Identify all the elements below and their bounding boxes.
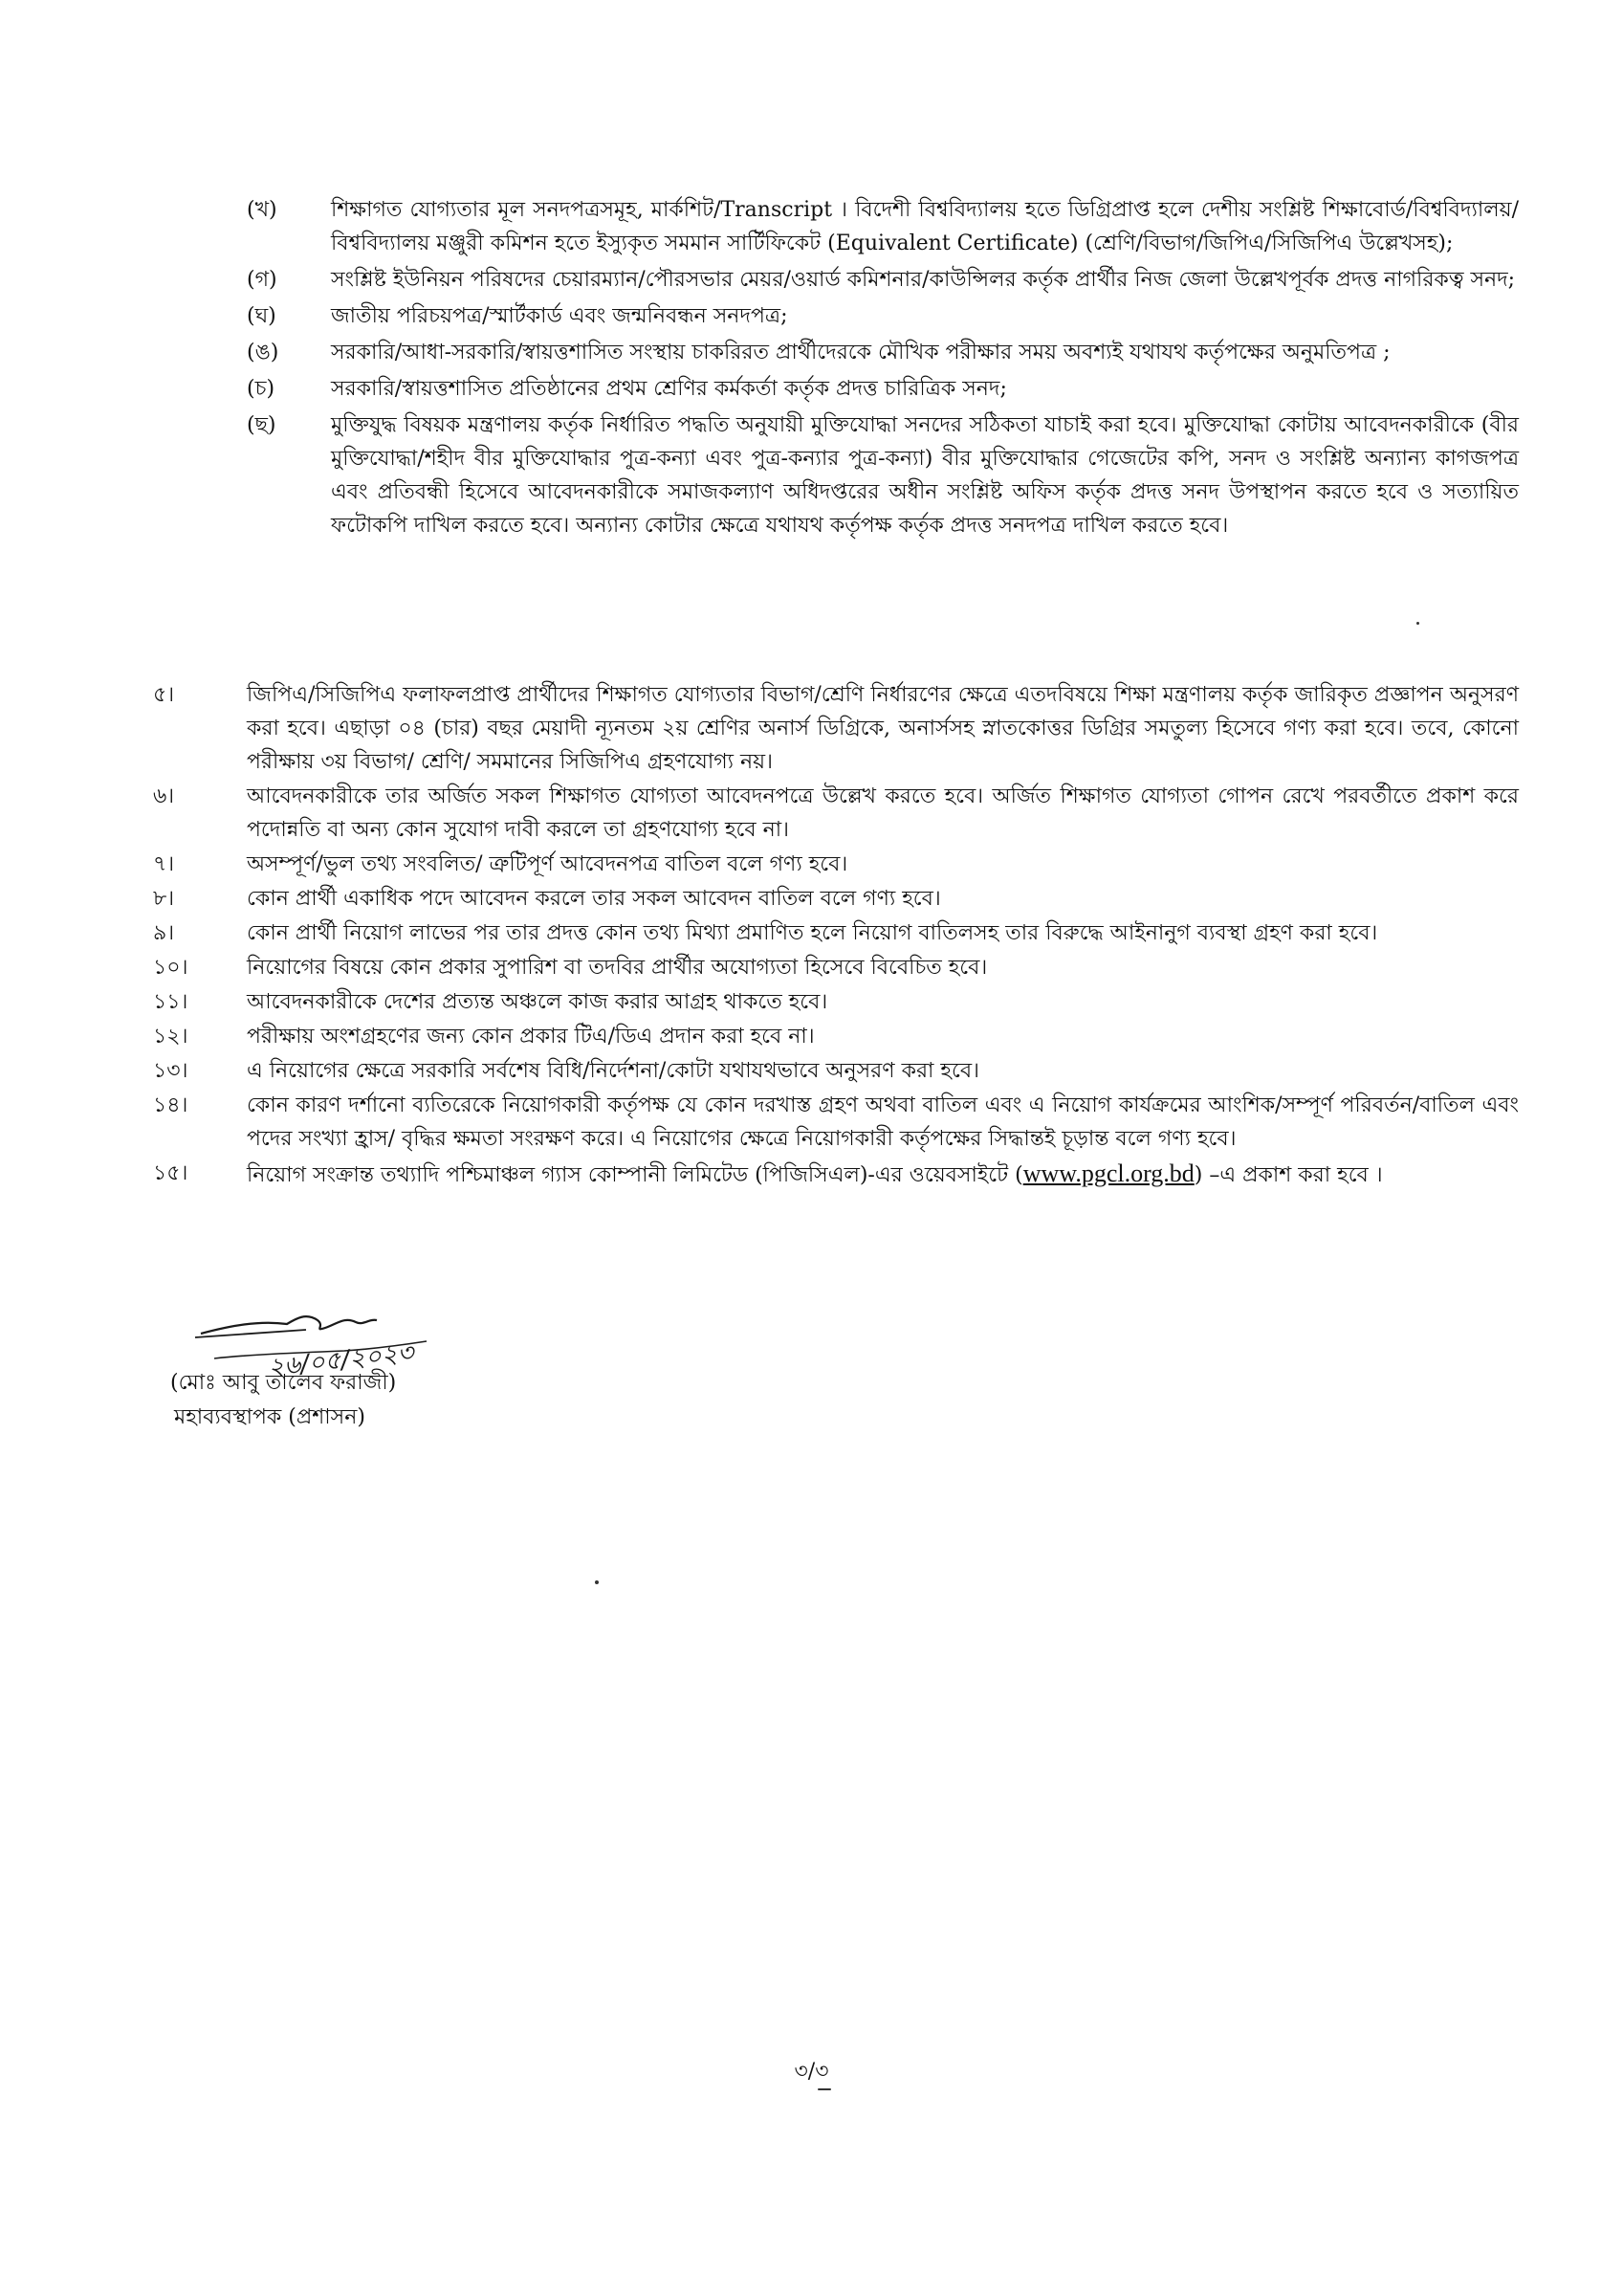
sub-item <box>247 193 1519 260</box>
list-item <box>153 916 1519 950</box>
list-item-number: ৯। <box>153 921 175 945</box>
page-number: ৩/৩ <box>794 2060 829 2084</box>
list-item <box>153 1089 1519 1156</box>
list-item <box>153 882 1519 916</box>
list-item-number: ৮। <box>153 887 175 911</box>
sub-item-text: মুক্তিযুদ্ধ বিষয়ক মন্ত্রণালয় কর্তৃক নির্ধারিত পদ্ধতি অনুযায়ী মুক্তিযোদ্ধা সনদের সঠিকতা যাচাই করা হবে। মুক্তিযোদ্ধা কোটায় আবেদনকারীকে (বীর মুক্তিযোদ্ধা/শহীদ বীর মুক্তিযোদ্ধার পুত্র-কন্যা এবং পুত্র-কন্যার পুত্র-কন্যা) বীর মুক্তিযোদ্ধার গেজেটের কপি, সনদ ও সংশ্লিষ্ট অন্যান্য কাগজপত্র এবং প্রতিবন্ধী হিসেবে আবেদনকারীকে সমাজকল্যাণ অধিদপ্তরের অধীন সংশ্লিষ্ট অফিস কর্তৃক প্রদত্ত সনদ উপস্থাপন করতে হবে ও সত্যায়িত ফটোকপি দাখিল করতে হবে। অন্যান্য কোটার ক্ষেত্রে যথাযথ কর্তৃপক্ষ কর্তৃক প্রদত্ত সনদপত্র দাখিল করতে হবে। <box>331 413 1519 538</box>
list-item-text: আবেদনকারীকে তার অর্জিত সকল শিক্ষাগত যোগ্যতা আবেদনপত্রে উল্লেখ করতে হবে। অর্জিত শিক্ষাগত যোগ্যতা গোপন রেখে পরবর্তীতে প্রকাশ করে পদোন্নতি বা অন্য কোন সুযোগ দাবী করলে তা গ্রহণযোগ্য হবে না। <box>247 784 1519 842</box>
list-item-text: নিয়োগের বিষয়ে কোন প্রকার সুপারিশ বা তদবির প্রার্থীর অযোগ্যতা হিসেবে বিবেচিত হবে। <box>247 956 988 980</box>
sub-item <box>247 299 1519 333</box>
list-item-text: পরীক্ষায় অংশগ্রহণের জন্য কোন প্রকার টিএ/ডিএ প্রদান করা হবে না। <box>247 1025 815 1049</box>
scan-speck <box>818 2088 831 2090</box>
list-item-text: আবেদনকারীকে দেশের প্রত্যন্ত অঞ্চলে কাজ করার আগ্রহ থাকতে হবে। <box>247 990 828 1014</box>
list-item-number: ১১। <box>153 990 188 1014</box>
list-item-number: ১৩। <box>153 1059 188 1083</box>
list-item-text: কোন কারণ দর্শানো ব্যতিরেকে নিয়োগকারী কর্তৃপক্ষ যে কোন দরখাস্ত গ্রহণ অথবা বাতিল এবং এ নিয়োগ কার্যক্রমের আংশিক/সম্পূর্ণ পরিবর্তন/বাতিল এবং পদের সংখ্যা হ্রাস/ বৃদ্ধির ক্ষমতা সংরক্ষণ করে। এ নিয়োগের ক্ষেত্রে নিয়োগকারী কর্তৃপক্ষের সিদ্ধান্তই চূড়ান্ত বলে গণ্য হবে। <box>247 1093 1519 1151</box>
item15-text-before: নিয়োগ সংক্রান্ত তথ্যাদি পশ্চিমাঞ্চল গ্যাস কোম্পানী লিমিটেড (পিজিসিএল)-এর ওয়েবসাইটে ( <box>247 1163 1023 1187</box>
list-item <box>153 985 1519 1019</box>
list-item <box>153 848 1519 881</box>
list-item-text: অসম্পূর্ণ/ভুল তথ্য সংবলিত/ ত্রুটিপূর্ণ আবেদনপত্র বাতিল বলে গণ্য হবে। <box>247 852 848 876</box>
document-main-list <box>153 678 1519 1193</box>
sub-item-label: (ঘ) <box>247 304 276 328</box>
document-sub-list <box>247 193 1519 545</box>
list-item-number: ৫। <box>153 683 175 707</box>
sub-item-label: (ছ) <box>247 413 276 437</box>
sub-item-text: সরকারি/আধা-সরকারি/স্বায়ত্তশাসিত সংস্থায় চাকরিরত প্রার্থীদেরকে মৌখিক পরীক্ষার সময় অবশ্যই যথাযথ কর্তৃপক্ষের অনুমতিপত্র ; <box>331 341 1391 364</box>
list-item-number: ১৫। <box>153 1161 188 1185</box>
signatory-block <box>168 1366 396 1435</box>
sub-item-text: শিক্ষাগত যোগ্যতার মূল সনদপত্রসমূহ, মার্কশিট/Transcript । বিদেশী বিশ্ববিদ্যালয় হতে ডিগ্রিপ্রাপ্ত হলে দেশীয় সংশ্লিষ্ট শিক্ষাবোর্ড/বিশ্ববিদ্যালয়/বিশ্ববিদ্যালয় মঞ্জুরী কমিশন হতে ইস্যুকৃত সমমান সার্টিফিকেট (Equivalent Certificate) (শ্রেণি/বিভাগ/জিপিএ/সিজিপিএ উল্লেখসহ); <box>331 198 1519 255</box>
list-item <box>153 951 1519 984</box>
sub-item <box>247 408 1519 542</box>
sub-item-text: সংশ্লিষ্ট ইউনিয়ন পরিষদের চেয়ারম্যান/পৌরসভার মেয়র/ওয়ার্ড কমিশনার/কাউন্সিলর কর্তৃক প্রার্থীর নিজ জেলা উল্লেখপূর্বক প্রদত্ত নাগরিকত্ব সনদ; <box>331 268 1516 292</box>
list-item <box>153 1054 1519 1088</box>
sub-item-label: (খ) <box>247 198 277 222</box>
list-item-text <box>247 1157 1519 1192</box>
list-item-number: ১২। <box>153 1025 188 1049</box>
sub-item <box>247 263 1519 297</box>
list-item <box>153 1157 1519 1192</box>
scan-speck <box>1416 622 1419 625</box>
sub-item-text: জাতীয় পরিচয়পত্র/স্মার্টকার্ড এবং জন্মনিবন্ধন সনদপত্র; <box>331 304 788 328</box>
list-item <box>153 780 1519 847</box>
sub-item <box>247 336 1519 369</box>
list-item-number: ৭। <box>153 852 175 876</box>
list-item-text: এ নিয়োগের ক্ষেত্রে সরকারি সর্বশেষ বিধি/নির্দেশনা/কোটা যথাযথভাবে অনুসরণ করা হবে। <box>247 1059 979 1083</box>
list-item-text: জিপিএ/সিজিপিএ ফলাফলপ্রাপ্ত প্রার্থীদের শিক্ষাগত যোগ্যতার বিভাগ/শ্রেণি নির্ধারণের ক্ষেত্রে এতদবিষয়ে শিক্ষা মন্ত্রণালয় কর্তৃক জারিকৃত প্রজ্ঞাপন অনুসরণ করা হবে। এছাড়া ০৪ (চার) বছর মেয়াদী ন্যূনতম ২য় শ্রেণির অনার্স ডিগ্রিকে, অনার্সসহ স্নাতকোত্তর ডিগ্রির সমতুল্য হিসেবে গণ্য করা হবে। তবে, কোনো পরীক্ষায় ৩য় বিভাগ/ শ্রেণি/ সমমানের সিজিপিএ গ্রহণযোগ্য নয়। <box>247 683 1519 774</box>
signatory-name: (মোঃ আবু তালেব ফরাজী) <box>170 1371 397 1395</box>
list-item-text: কোন প্রার্থী একাধিক পদে আবেদন করলে তার সকল আবেদন বাতিল বলে গণ্য হবে। <box>247 887 941 911</box>
list-item-number: ৬। <box>153 784 175 808</box>
scan-speck <box>595 1580 599 1584</box>
sub-item <box>247 372 1519 406</box>
list-item <box>153 678 1519 779</box>
sub-item-label: (গ) <box>247 268 277 292</box>
list-item <box>153 1020 1519 1053</box>
item15-text-after: ) –এ প্রকাশ করা হবে । <box>1194 1163 1383 1187</box>
list-item-number: ১৪। <box>153 1093 188 1117</box>
sub-item-label: (ঙ) <box>247 341 279 364</box>
signatory-designation: মহাব্যবস্থাপক (প্রশাসন) <box>174 1405 365 1429</box>
list-item-number: ১০। <box>153 956 188 980</box>
signature-date: ২৬/০৫/২০২৩ <box>266 1338 415 1383</box>
sub-item-label: (চ) <box>247 377 275 401</box>
sub-item-text: সরকারি/স্বায়ত্তশাসিত প্রতিষ্ঠানের প্রথম শ্রেণির কর্মকর্তা কর্তৃক প্রদত্ত চারিত্রিক সনদ; <box>331 377 1007 401</box>
list-item-text: কোন প্রার্থী নিয়োগ লাভের পর তার প্রদত্ত কোন তথ্য মিথ্যা প্রমাণিত হলে নিয়োগ বাতিলসহ তার বিরুদ্ধে আইনানুগ ব্যবস্থা গ্রহণ করা হবে। <box>247 921 1378 945</box>
website-link[interactable]: www.pgcl.org.bd <box>1022 1159 1195 1187</box>
